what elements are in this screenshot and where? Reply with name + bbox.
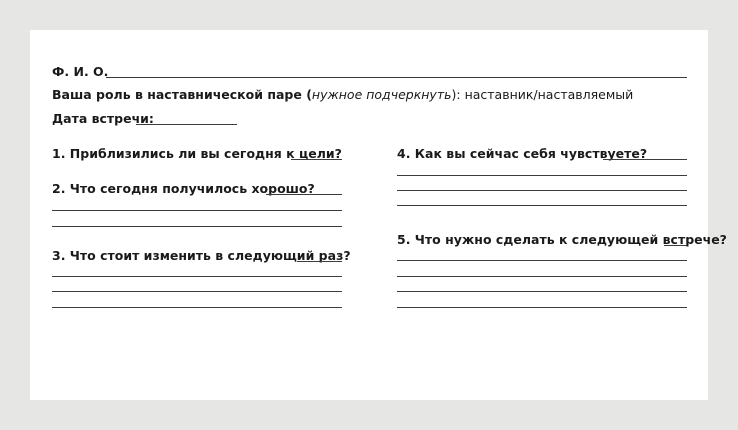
answer-1-line[interactable] — [291, 159, 342, 160]
answer-4-line-inline[interactable] — [603, 159, 687, 160]
answer-5-line[interactable] — [397, 260, 687, 261]
answer-5-line[interactable] — [397, 291, 687, 292]
answer-3-line[interactable] — [52, 291, 342, 292]
answer-3-line[interactable] — [52, 307, 342, 308]
role-close: ): — [451, 87, 461, 102]
answer-2-line[interactable] — [52, 210, 342, 211]
answer-4-line[interactable] — [397, 190, 687, 191]
answer-5-line-inline[interactable] — [664, 245, 687, 246]
question-2: 2. Что сегодня получилось хорошо? — [52, 181, 315, 196]
answer-3-line-inline[interactable] — [297, 261, 342, 262]
question-5: 5. Что нужно сделать к следующей встрече? — [397, 232, 727, 247]
answer-5-line[interactable] — [397, 276, 687, 277]
fio-field[interactable] — [106, 77, 687, 78]
answer-3-line[interactable] — [52, 276, 342, 277]
role-options[interactable]: наставник/наставляемый — [464, 87, 634, 102]
role-row — [52, 87, 633, 102]
answer-5-line[interactable] — [397, 307, 687, 308]
answer-2-line-inline[interactable] — [266, 194, 342, 195]
date-label: Дата встречи: — [52, 111, 154, 126]
question-1: 1. Приблизились ли вы сегодня к цели? — [52, 146, 342, 161]
fio-label: Ф. И. О. — [52, 64, 109, 79]
role-label: Ваша роль в наставнической паре ( — [52, 87, 312, 102]
answer-2-line[interactable] — [52, 226, 342, 227]
feedback-form-card — [30, 30, 727, 400]
answer-4-line[interactable] — [397, 175, 687, 176]
date-field[interactable] — [136, 124, 237, 125]
role-hint: нужное подчеркнуть — [311, 87, 452, 102]
question-3: 3. Что стоит изменить в следующий раз? — [52, 248, 351, 263]
question-4: 4. Как вы сейчас себя чувствуете? — [397, 146, 648, 161]
answer-4-line[interactable] — [397, 205, 687, 206]
